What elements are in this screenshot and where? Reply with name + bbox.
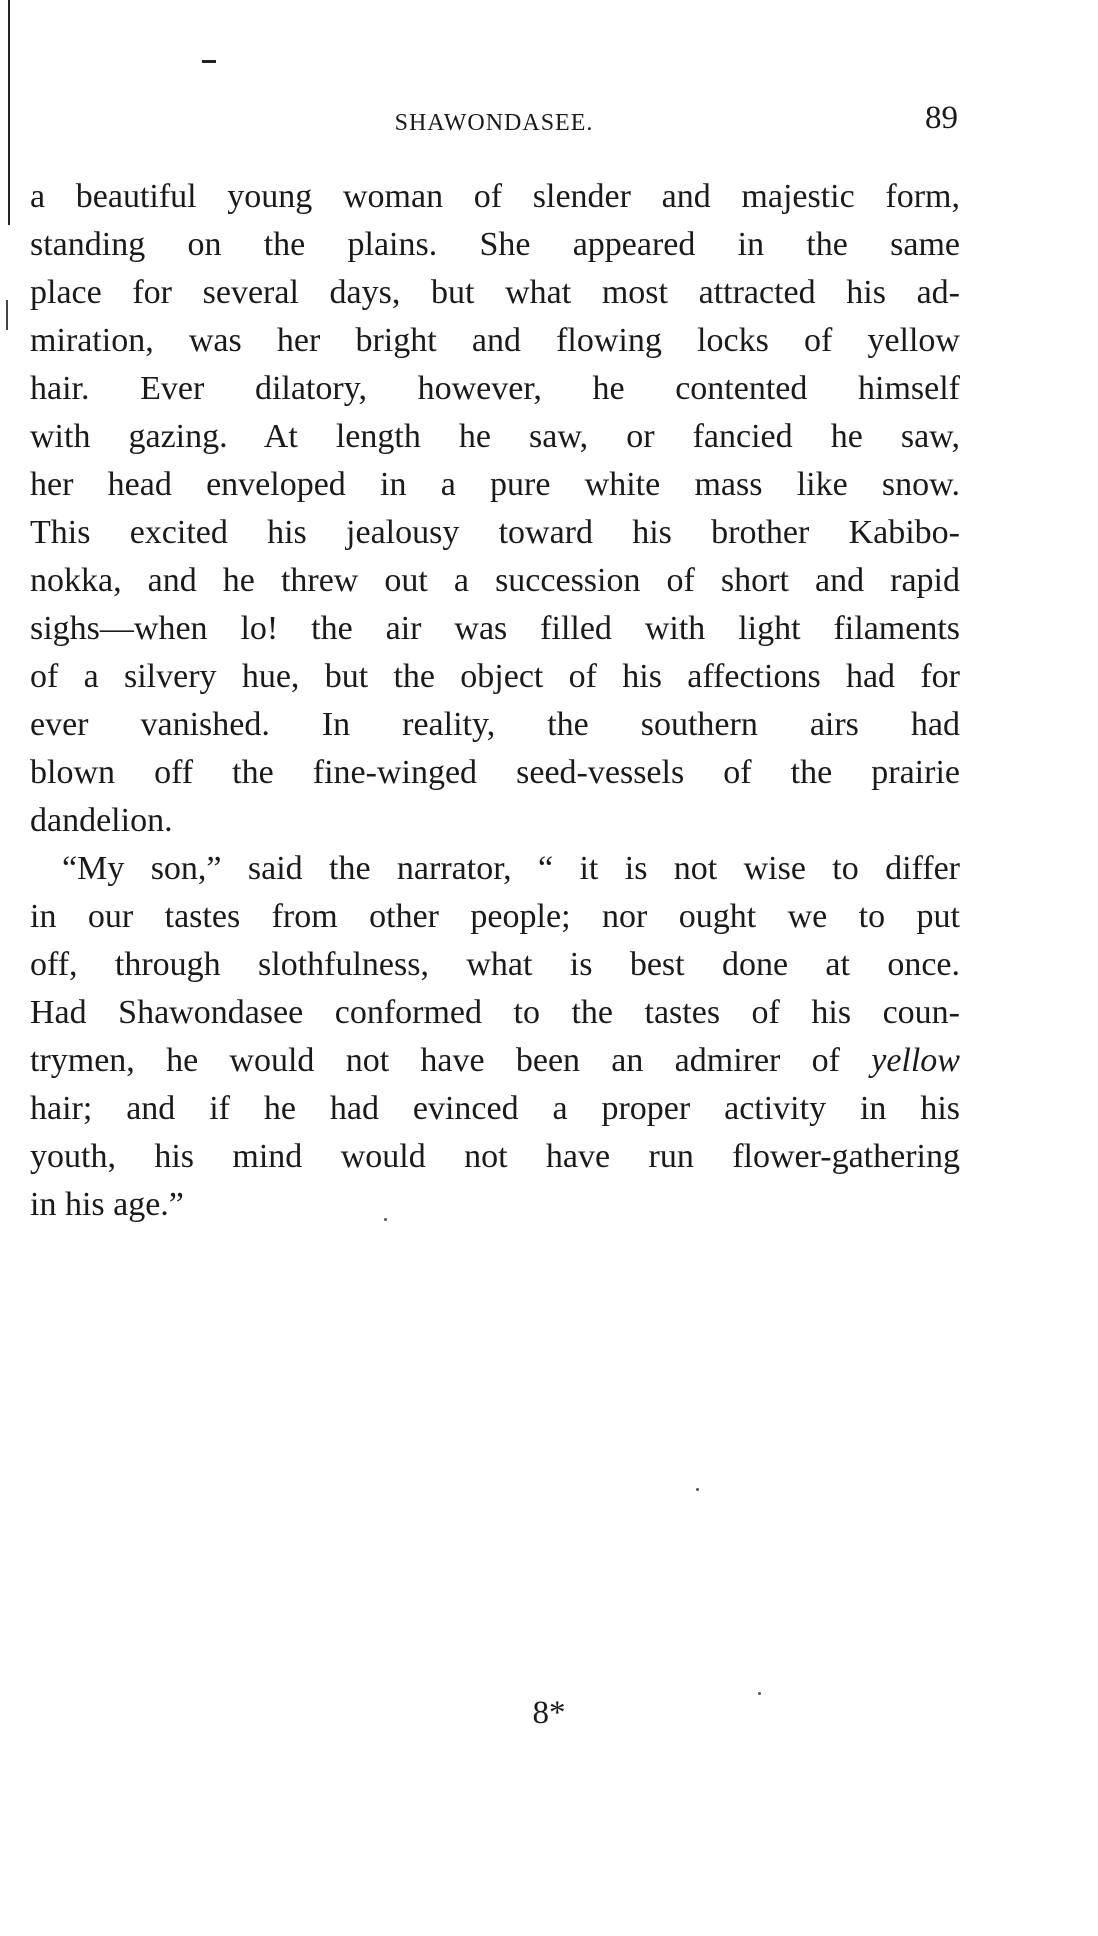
text-line: off, through slothfulness, what is best done at once. [30, 946, 960, 983]
page-number: 89 [925, 100, 958, 136]
running-title: SHAWONDASEE. [394, 110, 594, 136]
text-line: hair. Ever dilatory, however, he contented himself [30, 370, 960, 407]
running-head [30, 100, 958, 144]
text-segment: trymen, he would not have been an admirer of [30, 1042, 840, 1079]
text-line: in his age.” [30, 1186, 184, 1223]
text-line: nokka, and he threw out a succession of short and rapid [30, 562, 960, 599]
italic-word: yellow [871, 1042, 960, 1079]
print-speck [696, 1488, 699, 1491]
margin-tick [6, 300, 8, 330]
text-line: hair; and if he had evinced a proper activity in his [30, 1090, 960, 1127]
text-line: Had Shawondasee conformed to the tastes of his coun- [30, 994, 960, 1031]
text-line: a beautiful young woman of slender and majestic form, [30, 178, 960, 215]
text-line: her head enveloped in a pure white mass like snow. [30, 466, 960, 503]
text-line: dandelion. [30, 802, 173, 839]
text-line: ever vanished. In reality, the southern airs had [30, 706, 960, 743]
signature-mark: 8* [532, 1695, 566, 1731]
text-line: “My son,” said the narrator, “ it is not wise to differ [62, 850, 960, 887]
text-line: in our tastes from other people; nor ought we to put [30, 898, 960, 935]
text-line: with gazing. At length he saw, or fancied he saw, [30, 418, 960, 455]
text-line-with-italic [30, 1037, 960, 1085]
margin-rule [8, 0, 10, 225]
text-line: youth, his mind would not have run flower-gathering [30, 1138, 960, 1175]
text-line: standing on the plains. She appeared in the same [30, 226, 960, 263]
text-line: This excited his jealousy toward his brother Kabibo- [30, 514, 960, 551]
body-text [30, 173, 960, 1229]
text-line: place for several days, but what most attracted his ad- [30, 274, 960, 311]
text-line: sighs—when lo! the air was filled with light filaments [30, 610, 960, 647]
text-line: of a silvery hue, but the object of his affections had for [30, 658, 960, 695]
text-line: miration, was her bright and flowing locks of yellow [30, 322, 960, 359]
text-line: blown off the fine-winged seed-vessels of the prairie [30, 754, 960, 791]
print-dash-mark [202, 60, 216, 63]
